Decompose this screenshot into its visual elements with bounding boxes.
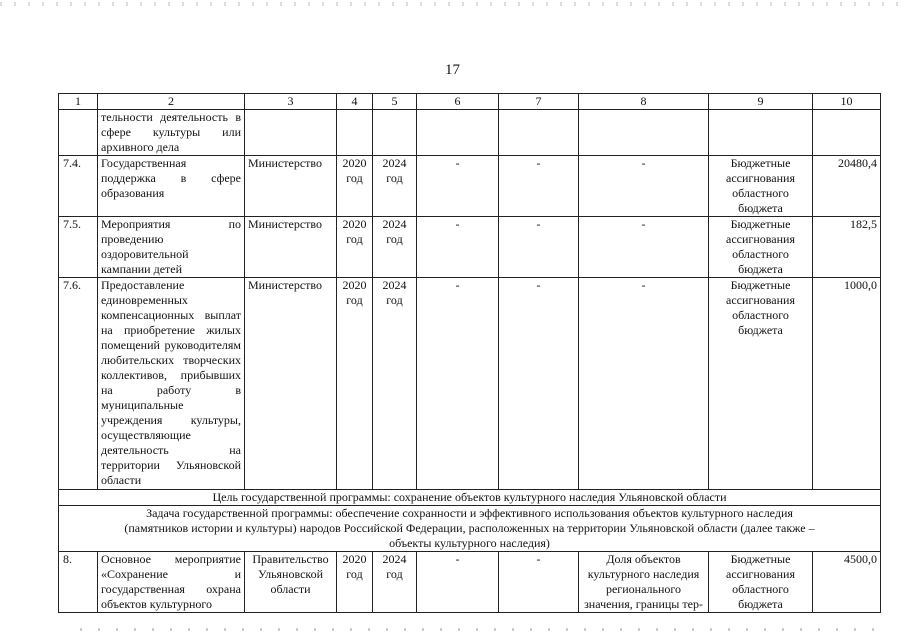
program-table [58, 93, 881, 613]
row-funding-source: Бюджетные ассигнования областного бюджета [709, 278, 813, 490]
program-goal: Цель государственной программы: сохранение объектов культурного наследия Ульяновской области [59, 490, 881, 506]
row-col7: - [499, 552, 579, 613]
row-col6: - [417, 552, 499, 613]
page-number: 17 [445, 62, 460, 78]
col-header: 9 [709, 94, 813, 110]
table-row [59, 156, 881, 217]
row-col8: Доля объектов культурного наследия регионального значения, границы тер- [579, 552, 709, 613]
row-description: Государственная поддержка в сфере образования [98, 156, 245, 217]
col-header: 2 [98, 94, 245, 110]
row-organization: Правительство Ульяновской области [245, 552, 337, 613]
table-row [59, 217, 881, 278]
row-amount: 20480,4 [813, 156, 881, 217]
row-funding-source: Бюджетные ассигнования областного бюджета [709, 552, 813, 613]
row-col6: - [417, 278, 499, 490]
row-end-year: 2024 год [373, 217, 417, 278]
row-amount: 4500,0 [813, 552, 881, 613]
row-col7: - [499, 278, 579, 490]
row-end-year: 2024 год [373, 552, 417, 613]
row-description: тельности деятельность в сфере культуры или архивного дела [98, 110, 245, 156]
col-header: 6 [417, 94, 499, 110]
row-description: Мероприятия по проведению оздоровительной кампании детей [98, 217, 245, 278]
row-number: 7.5. [59, 217, 98, 278]
table-row [59, 110, 881, 156]
scan-artifact-top [0, 2, 905, 6]
col-header: 10 [813, 94, 881, 110]
row-end-year: 2024 год [373, 278, 417, 490]
row-amount: 182,5 [813, 217, 881, 278]
row-col8 [579, 110, 709, 156]
col-header: 8 [579, 94, 709, 110]
row-amount [813, 110, 881, 156]
row-col6: - [417, 217, 499, 278]
row-funding-source [709, 110, 813, 156]
row-col8: - [579, 217, 709, 278]
table-row [59, 278, 881, 490]
row-number: 8. [59, 552, 98, 613]
program-task: Задача государственной программы: обеспечение сохранности и эффективного использования объектов культурного наследия (памятников истории и культуры) народов Российской Федерации, расположенных на территории Ульяновской области (далее также – объекты культурного наследия) [59, 506, 881, 552]
row-number: 7.4. [59, 156, 98, 217]
task-row [59, 506, 881, 552]
row-organization: Министерство [245, 156, 337, 217]
row-amount: 1000,0 [813, 278, 881, 490]
row-description: Основное мероприятие «Сохранение и государственная охрана объектов культурного [98, 552, 245, 613]
row-funding-source: Бюджетные ассигнования областного бюджета [709, 156, 813, 217]
col-header: 4 [337, 94, 373, 110]
table-row [59, 552, 881, 613]
row-start-year: 2020 год [337, 217, 373, 278]
row-organization: Министерство [245, 217, 337, 278]
row-organization [245, 110, 337, 156]
row-col7: - [499, 217, 579, 278]
row-col8: - [579, 156, 709, 217]
row-col8: - [579, 278, 709, 490]
row-number [59, 110, 98, 156]
col-header: 1 [59, 94, 98, 110]
col-header: 7 [499, 94, 579, 110]
row-description: Предоставление единовременных компенсационных выплат на приобретение жилых помещений руководителям любительских творческих коллективов, прибывших на работу в муниципальные учреждения культуры, осуществляющие деятельность на территории Ульяновской области [98, 278, 245, 490]
row-col7: - [499, 156, 579, 217]
row-start-year: 2020 год [337, 278, 373, 490]
header-row [59, 94, 881, 110]
col-header: 3 [245, 94, 337, 110]
row-start-year: 2020 год [337, 552, 373, 613]
row-end-year [373, 110, 417, 156]
row-organization: Министерство [245, 278, 337, 490]
scan-artifact-bottom [80, 628, 880, 631]
row-end-year: 2024 год [373, 156, 417, 217]
row-start-year: 2020 год [337, 156, 373, 217]
row-number: 7.6. [59, 278, 98, 490]
row-start-year [337, 110, 373, 156]
row-col6 [417, 110, 499, 156]
col-header: 5 [373, 94, 417, 110]
row-funding-source: Бюджетные ассигнования областного бюджета [709, 217, 813, 278]
row-col6: - [417, 156, 499, 217]
row-col7 [499, 110, 579, 156]
goal-row [59, 490, 881, 506]
